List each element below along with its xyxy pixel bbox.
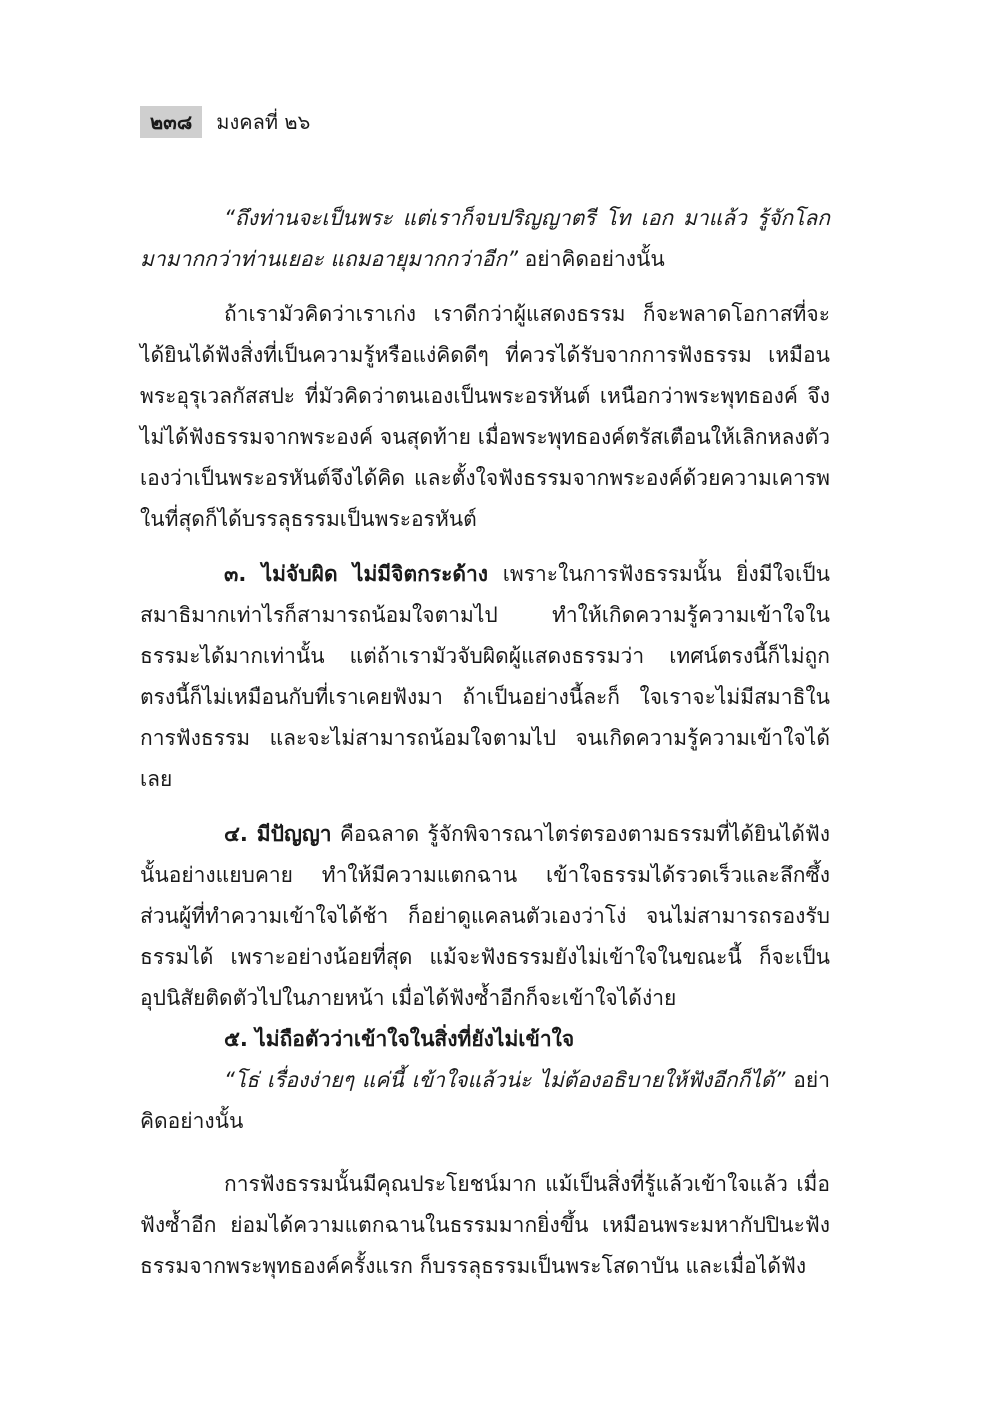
body-text <box>140 198 830 1287</box>
quote-followup: อย่าคิดอย่างนั้น <box>517 247 665 271</box>
item-3-body: เพราะในการฟังธรรมนั้น ยิ่งมีใจเป็นสมาธิมากเท่าไรก็สามารถน้อมใจตามไป ทำให้เกิดความรู้ความเข้าใจในธรรมะได้มากเท่านั้น แต่ถ้าเรามัวจับผิดผู้แสดงธรรมว่า เทศน์ตรงนี้ก็ไม่ถูก ตรงนี้ก็ไม่เหมือนกับที่เราเคยฟังมา ถ้าเป็นอย่างนี้ละก็ ใจเราจะไม่มีสมาธิในการฟังธรรม และจะไม่สามารถน้อมใจตามไป จนเกิดความรู้ความเข้าใจได้เลย <box>140 562 830 791</box>
page-header <box>140 106 310 138</box>
paragraph-quote-simple <box>140 1060 830 1142</box>
paragraph-item-4 <box>140 814 830 1019</box>
item-4-body: คือฉลาด รู้จักพิจารณาไตร่ตรองตามธรรมที่ได้ยินได้ฟังนั้นอย่างแยบคาย ทำให้มีความแตกฉาน เข้าใจธรรมได้รวดเร็วและลึกซึ้ง ส่วนผู้ที่ทำความเข้าใจได้ช้า ก็อย่าดูแคลนตัวเองว่าโง่ จนไม่สามารถรองรับธรรมได้ เพราะอย่างน้อยที่สุด แม้จะฟังธรรมยังไม่เข้าใจในขณะนี้ ก็จะเป็นอุปนิสัยติดตัวไปในภายหน้า เมื่อได้ฟังซ้ำอีกก็จะเข้าใจได้ง่าย <box>140 822 830 1010</box>
item-3-heading: ๓. ไม่จับผิด ไม่มีจิตกระด้าง <box>224 562 489 586</box>
quote-simple-followup: อย่าคิดอย่างนั้น <box>140 1068 831 1133</box>
item-4-heading: ๔. มีปัญญา <box>224 822 332 846</box>
paragraph-pride: ถ้าเรามัวคิดว่าเราเก่ง เราดีกว่าผู้แสดงธรรม ก็จะพลาดโอกาสที่จะได้ยินได้ฟังสิ่งที่เป็นความรู้หรือแง่คิดดีๆ ที่ควรได้รับจากการฟังธรรม เหมือนพระอุรุเวลกัสสปะ ที่มัวคิดว่าตนเองเป็นพระอรหันต์ เหนือกว่าพระพุทธองค์ จึงไม่ได้ฟังธรรมจากพระองค์ จนสุดท้าย เมื่อพระพุทธองค์ตรัสเตือนให้เลิกหลงตัวเองว่าเป็นพระอรหันต์จึงได้คิด และตั้งใจฟังธรรมจากพระองค์ด้วยความเคารพ ในที่สุดก็ได้บรรลุธรรมเป็นพระอรหันต์ <box>140 302 830 531</box>
quote-text: “ถึงท่านจะเป็นพระ แต่เราก็จบปริญญาตรี โท เอก มาแล้ว รู้จักโลกมามากกว่าท่านเยอะ แถมอายุมากกว่าอีก” <box>140 206 830 271</box>
quote-simple-text: “โธ่ เรื่องง่ายๆ แค่นี้ เข้าใจแล้วน่ะ ไม่ต้องอธิบายให้ฟังอีกก็ได้” <box>224 1068 786 1092</box>
paragraph-quote-education <box>140 198 830 280</box>
page-number: ๒๓๘ <box>140 106 202 138</box>
chapter-title: มงคลที่ ๒๖ <box>216 110 311 134</box>
paragraph-item-3 <box>140 554 830 800</box>
paragraph-item-5 <box>140 1019 830 1060</box>
item-5-heading: ๕. ไม่ถือตัวว่าเข้าใจในสิ่งที่ยังไม่เข้าใจ <box>224 1027 575 1051</box>
paragraph-benefit: การฟังธรรมนั้นมีคุณประโยชน์มาก แม้เป็นสิ่งที่รู้แล้วเข้าใจแล้ว เมื่อฟังซ้ำอีก ย่อมได้ความแตกฉานในธรรมมากยิ่งขึ้น เหมือนพระมหากัปปินะฟังธรรมจากพระพุทธองค์ครั้งแรก ก็บรรลุธรรมเป็นพระโสดาบัน และเมื่อได้ฟัง <box>140 1172 830 1278</box>
